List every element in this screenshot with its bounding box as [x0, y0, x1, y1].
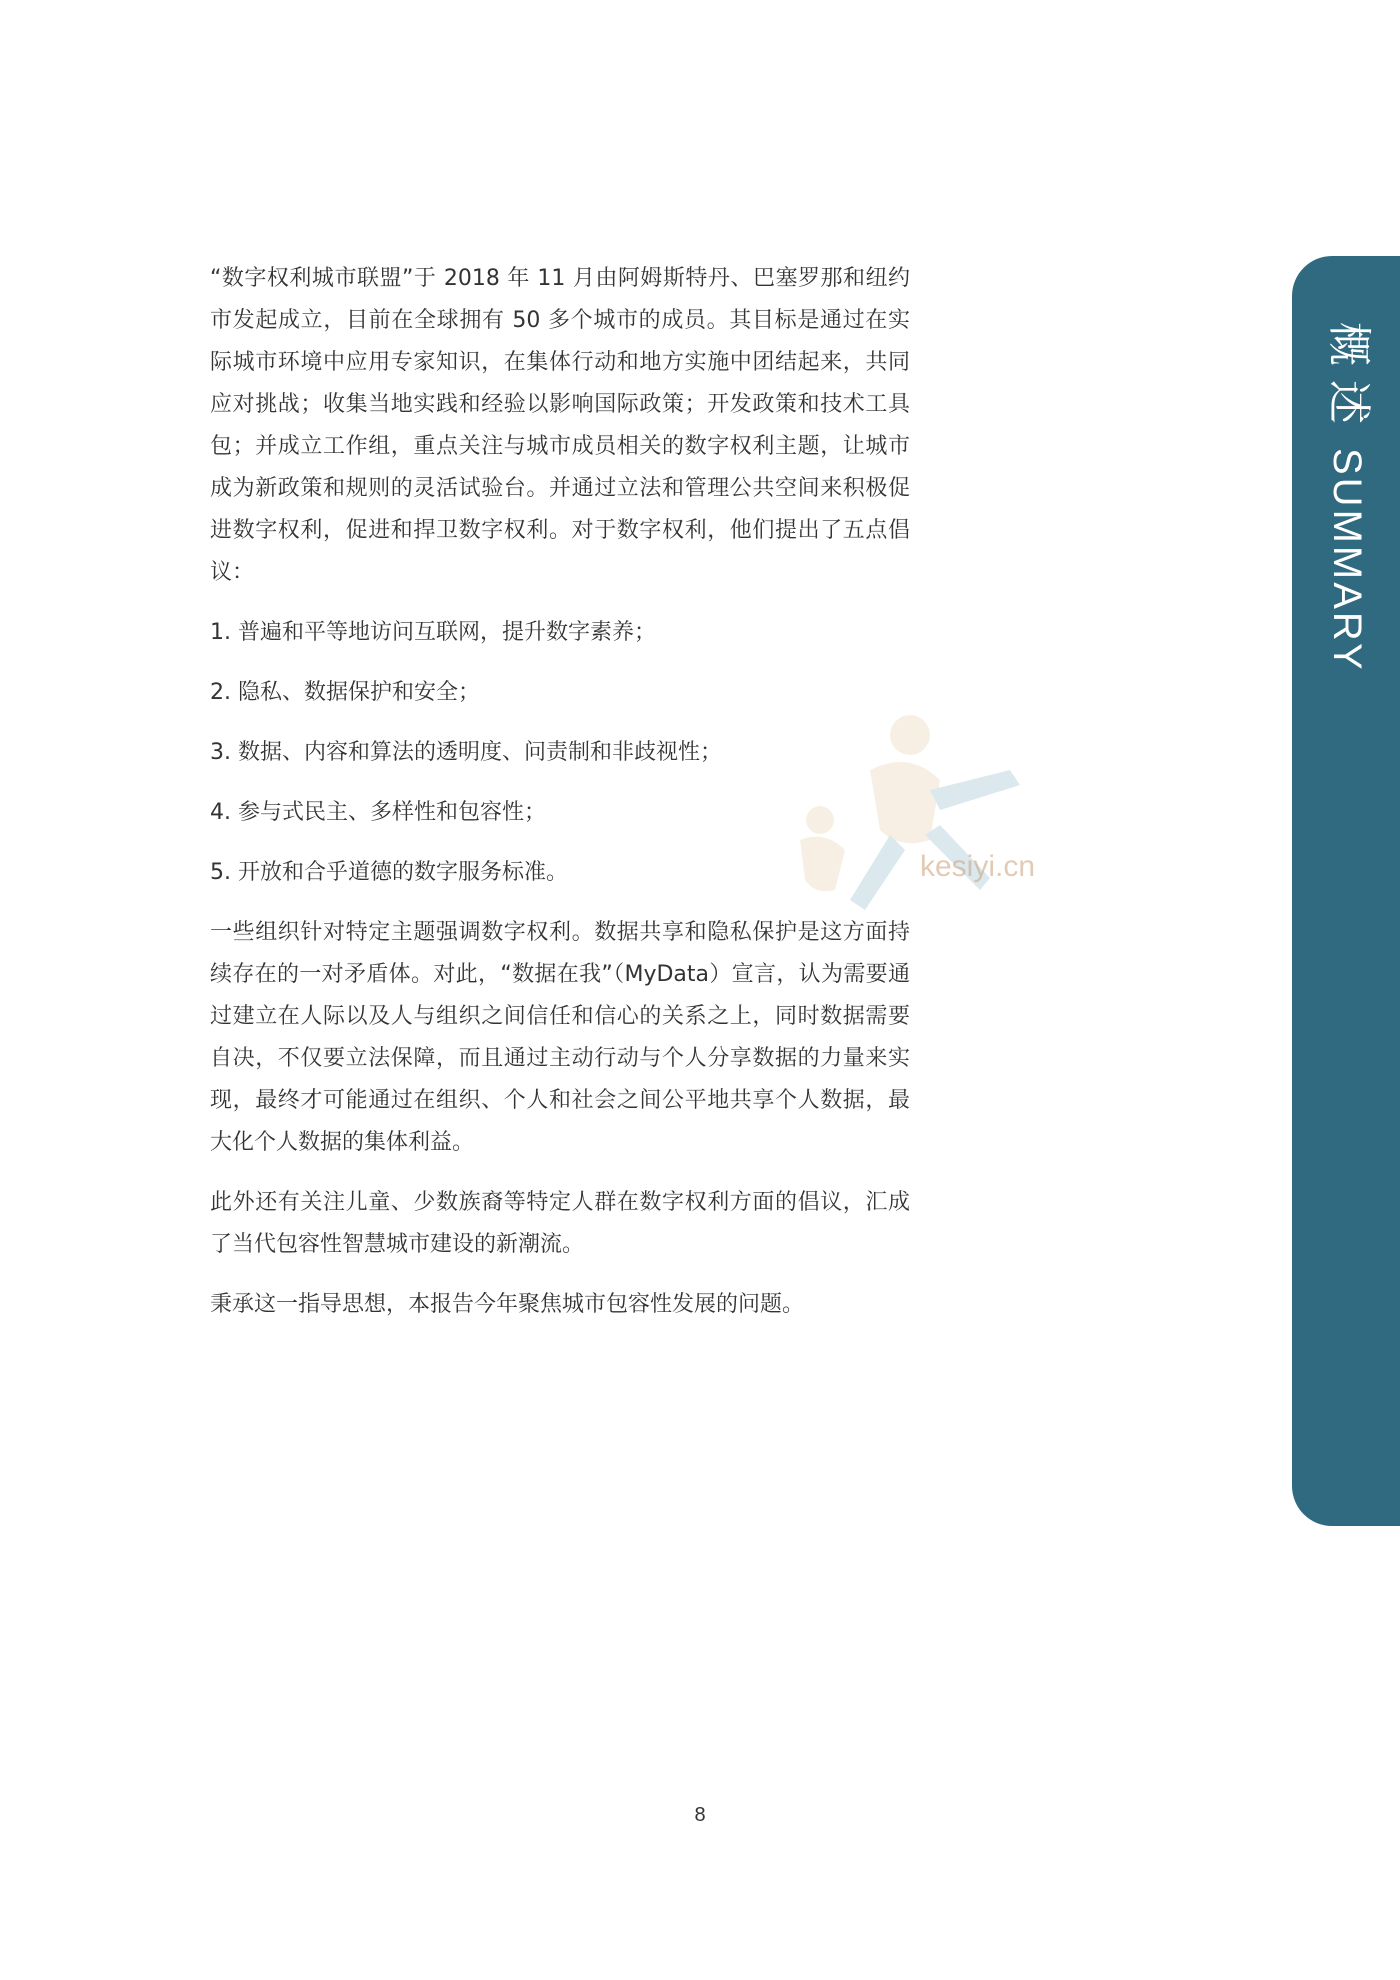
- initiatives-list: [210, 612, 910, 894]
- conclusion-paragraph: 秉承这一指导思想，本报告今年聚焦城市包容性发展的问题。: [210, 1292, 805, 1317]
- side-section-title: [1308, 322, 1384, 742]
- mydata-paragraph: 一些组织针对特定主题强调数字权利。数据共享和隐私保护是这方面持续存在的一对矛盾体。对此，“数据在我”（MyData）宣言，认为需要通过建立在人际以及人与组织之间信任和信心的关系之上，同时数据需要自决，不仅要立法保障，而且通过主动行动与个人分享数据的力量来实现，最终才可能通过在组织、个人和社会之间公平地共享个人数据，最大化个人数据的集体利益。: [210, 920, 910, 1155]
- list-item: 4. 参与式民主、多样性和包容性；: [210, 800, 546, 825]
- list-item: 5. 开放和合乎道德的数字服务标准。: [210, 860, 568, 885]
- list-item: 2. 隐私、数据保护和安全；: [210, 680, 480, 705]
- list-item: 3. 数据、内容和算法的透明度、问责制和非歧视性；: [210, 740, 722, 765]
- special-groups-paragraph: 此外还有关注儿童、少数族裔等特定人群在数字权利方面的倡议，汇成了当代包容性智慧城市建设的新潮流。: [210, 1190, 910, 1257]
- section-title-cn: 概述: [1323, 322, 1374, 438]
- watermark-text: kesiyi.cn: [920, 850, 1036, 883]
- page-number: 8: [694, 1804, 706, 1826]
- intro-paragraph: “数字权利城市联盟”于 2018 年 11 月由阿姆斯特丹、巴塞罗那和纽约市发起成立，目前在全球拥有 50 多个城市的成员。其目标是通过在实际城市环境中应用专家知识，在集体行动和地方实施中团结起来，共同应对挑战；收集当地实践和经验以影响国际政策；开发政策和技术工具包；并成立工作组，重点关注与城市成员相关的数字权利主题，让城市成为新政策和规则的灵活试验台。并通过立法和管理公共空间来积极促进数字权利，促进和捍卫数字权利。对于数字权利，他们提出了五点倡议：: [210, 266, 910, 585]
- section-title-en: SUMMARY: [1325, 448, 1369, 673]
- main-content: [210, 258, 910, 1326]
- list-item: 1. 普遍和平等地访问互联网，提升数字素养；: [210, 620, 656, 645]
